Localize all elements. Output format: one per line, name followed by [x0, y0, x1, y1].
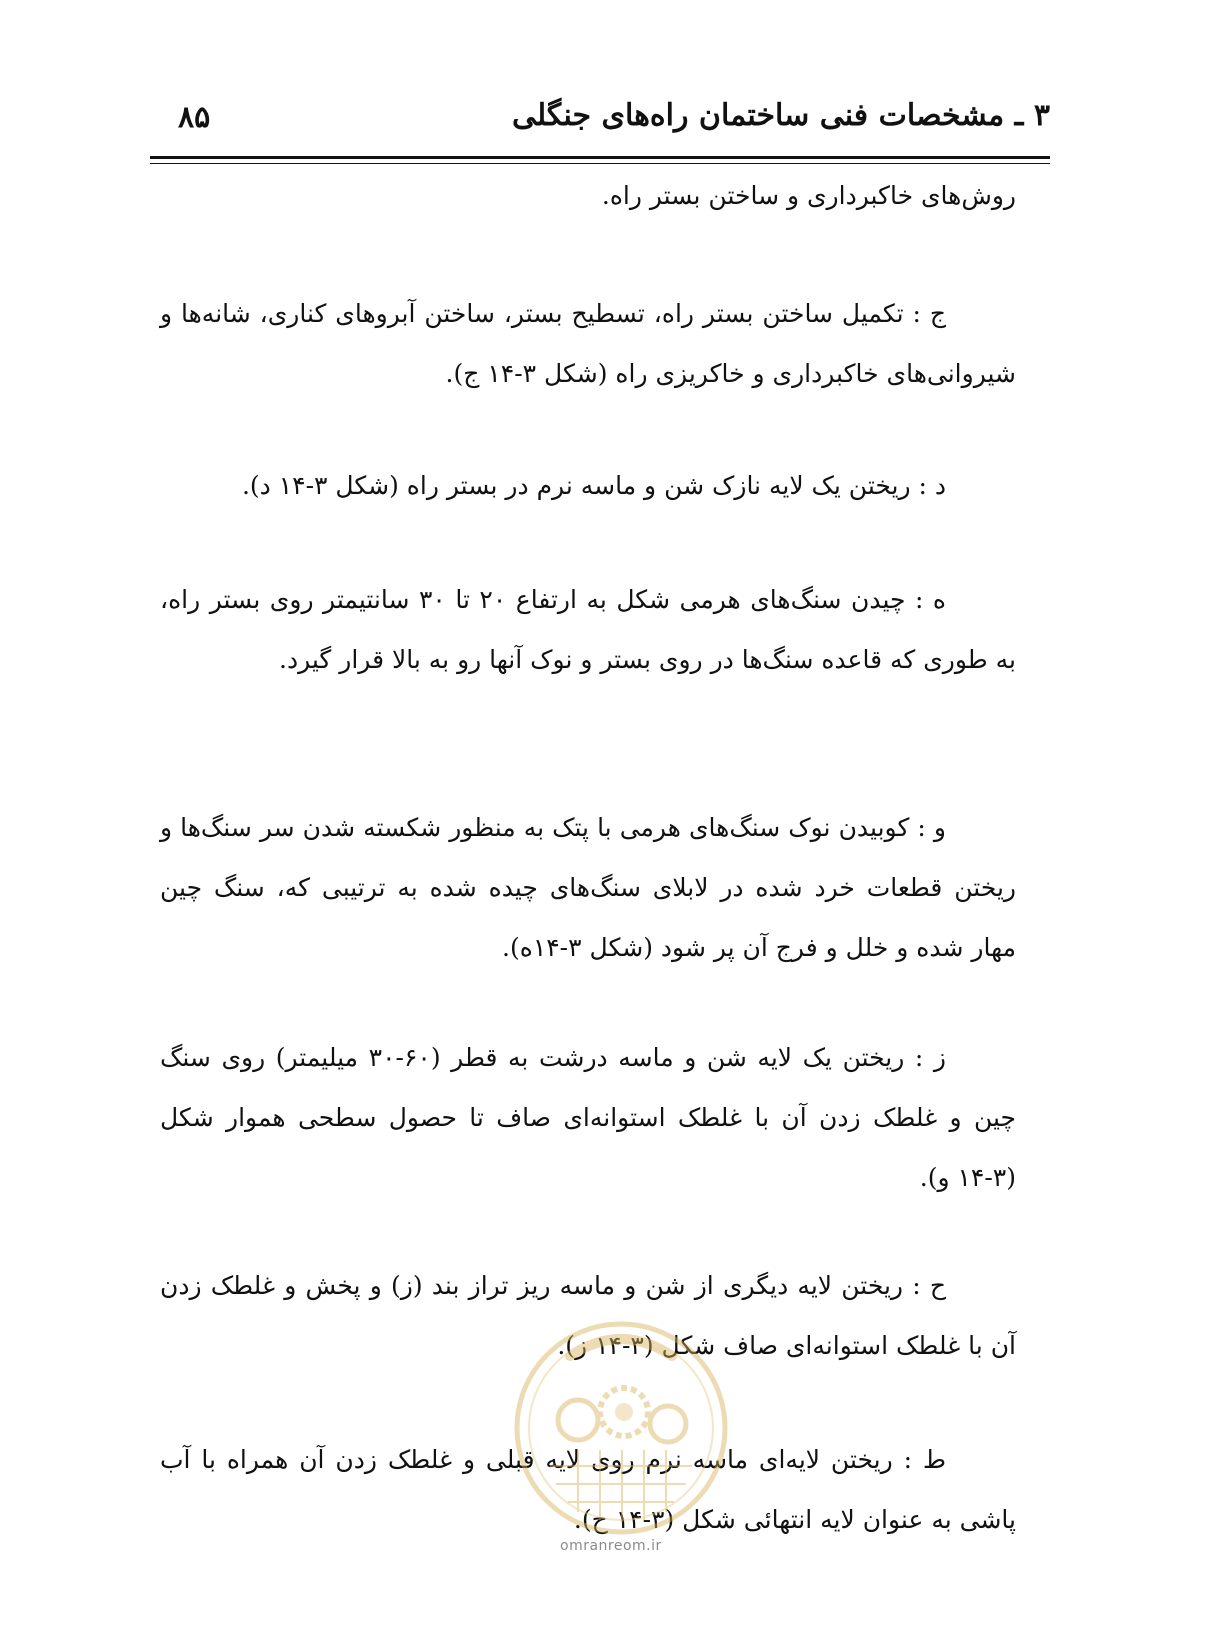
paragraph-text: روش‌های خاکبرداری و ساختن بستر راه. — [601, 181, 1016, 210]
paragraph-item-dal — [160, 456, 1016, 516]
paragraph-text: د : ریختن یک لایه نازک شن و ماسه نرم در بستر راه (شکل ۳-۱۴ د). — [241, 471, 946, 500]
watermark-url: omranreom.ir — [560, 1538, 662, 1554]
paragraph-continuation — [160, 166, 1016, 226]
paragraph-item-ze — [160, 1028, 1016, 1208]
paragraph-item-he — [160, 570, 1016, 690]
paragraph-text: ط : ریختن لایه‌ای ماسه نرم روی لایه قبلی و غلطک زدن آن همراه با آب پاشی به عنوان لایه انتهائی شکل (۳-۱۴ ح). — [160, 1445, 1016, 1534]
header-rule-thick — [150, 156, 1050, 159]
paragraph-text: و : کوبیدن نوک سنگ‌های هرمی با پتک به منظور شکسته شدن سر سنگ‌ها و ریختن قطعات خرد شده در لابلای سنگ‌های چیده شده به ترتیبی که، سنگ چین مهار شده و خلل و فرج آن پر شود (شکل ۳-۱۴ه). — [160, 813, 1016, 962]
chapter-title: ۳ ـ مشخصات فنی ساختمان راه‌های جنگلی — [511, 98, 1050, 133]
paragraph-item-jim — [160, 284, 1016, 404]
header-rule-thin — [150, 163, 1050, 164]
paragraph-item-vav — [160, 798, 1016, 978]
watermark-logo — [512, 1316, 730, 1540]
page-number: ۸۵ — [178, 100, 211, 135]
running-header — [150, 98, 1050, 142]
paragraph-text: ه : چیدن سنگ‌های هرمی شکل به ارتفاع ۲۰ تا ۳۰ سانتیمتر روی بستر راه، به طوری که قاعده سنگ‌ها در روی بستر و نوک آنها رو به بالا قرار گیرد. — [160, 585, 1016, 674]
paragraph-text: ج : تکمیل ساختن بستر راه، تسطیح بستر، ساختن آبروهای کناری، شانه‌ها و شیروانی‌های خاکبرداری و خاکریزی راه (شکل ۳-۱۴ ج). — [160, 299, 1016, 388]
paragraph-text: ز : ریختن یک لایه شن و ماسه درشت به قطر (۶۰-۳۰ میلیمتر) روی سنگ چین و غلطک زدن آن با غلطک استوانه‌ای صاف تا حصول سطحی هموار شکل (۳-۱۴ و). — [160, 1043, 1016, 1192]
paragraph-text: ح : ریختن لایه دیگری از شن و ماسه ریز تراز بند (ز) و پخش و غلطک زدن آن با غلطک استوانه‌ای صاف شکل (۳-۱۴ ز). — [160, 1271, 1016, 1360]
